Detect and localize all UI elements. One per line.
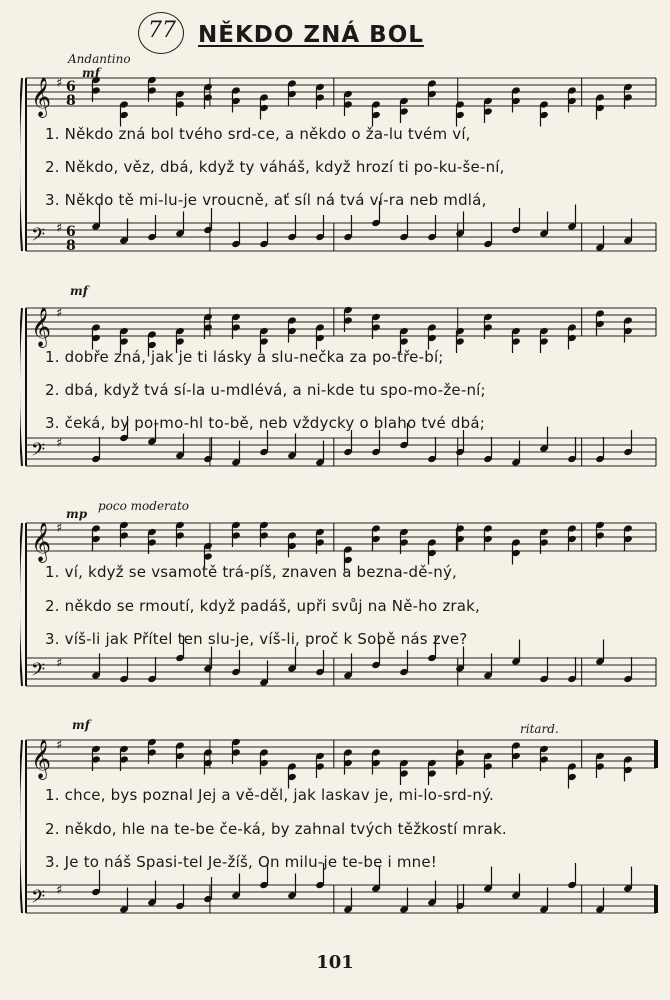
hymn-title: NĚKDO ZNÁ BOL bbox=[198, 22, 424, 48]
music-system-2 bbox=[20, 284, 662, 490]
system-brace bbox=[20, 78, 22, 251]
sharp-icon: ♯ bbox=[56, 221, 63, 237]
time-signature: 6 bbox=[66, 224, 76, 240]
verse-1-lyrics: 1. dobře zná, jak je ti lásky a slu-nečka za po-tře-bí; bbox=[45, 348, 444, 366]
tempo-marking: Andantino bbox=[68, 52, 131, 66]
bass-clef-icon: 𝄢 bbox=[31, 660, 46, 685]
treble-clef-icon: 𝄞 bbox=[31, 522, 52, 563]
hymn-header bbox=[0, 0, 670, 60]
dynamic-marking: mf bbox=[70, 284, 88, 298]
dynamic-marking: mf bbox=[82, 66, 100, 80]
treble-clef-icon: 𝄞 bbox=[31, 77, 52, 118]
verse-2-lyrics: 2. Někdo, věz, dbá, když ty váháš, když hrozí ti po-ku-še-ní, bbox=[45, 158, 505, 176]
verse-2-lyrics: 2. dbá, když tvá sí-la u-mdlévá, a ni-kde tu spo-mo-že-ní; bbox=[45, 381, 486, 399]
dynamic-marking: mf bbox=[72, 718, 90, 732]
system-brace bbox=[20, 740, 22, 913]
sharp-icon: ♯ bbox=[56, 436, 63, 452]
verse-3-lyrics: 3. čeká, by po-mo-hl to-bě, neb vždycky o blaho tvé dbá; bbox=[45, 414, 485, 432]
verse-2-lyrics: 2. někdo, hle na te-be če-ká, by zahnal tvých těžkostí mrak. bbox=[45, 820, 507, 838]
treble-clef-icon: 𝄞 bbox=[31, 739, 52, 780]
page-number: 101 bbox=[316, 952, 354, 973]
time-signature: 8 bbox=[66, 93, 76, 109]
sharp-icon: ♯ bbox=[56, 521, 63, 537]
bass-clef-icon: 𝄢 bbox=[31, 225, 46, 250]
bass-clef-icon: 𝄢 bbox=[31, 887, 46, 912]
verse-3-lyrics: 3. Někdo tě mi-lu-je vroucně, ať síl ná tvá ví-ra neb mdlá, bbox=[45, 191, 487, 209]
verse-1-lyrics: 1. ví, když se vsamotě trá-píš, znaven a bezna-dě-ný, bbox=[45, 563, 458, 581]
hymn-number: 77 bbox=[148, 18, 176, 43]
music-system-3 bbox=[20, 499, 662, 710]
dynamic-marking: mp bbox=[66, 507, 88, 521]
verse-1-lyrics: 1. chce, bys poznal Jej a vě-děl, jak laskav je, mi-lo-srd-ný. bbox=[45, 786, 495, 804]
music-system-4 bbox=[20, 718, 662, 937]
sharp-icon: ♯ bbox=[56, 306, 63, 322]
ritardando-marking: ritard. bbox=[520, 722, 559, 736]
sharp-icon: ♯ bbox=[56, 738, 63, 754]
system-brace bbox=[20, 523, 22, 686]
verse-1-lyrics: 1. Někdo zná bol tvého srd-ce, a někdo o ža-lu tvém ví, bbox=[45, 125, 471, 143]
bass-clef-icon: 𝄢 bbox=[31, 440, 46, 465]
treble-clef-icon: 𝄞 bbox=[31, 307, 52, 348]
sharp-icon: ♯ bbox=[56, 883, 63, 899]
verse-3-lyrics: 3. Je to náš Spasi-tel Je-žíš, On milu-je te-be i mne! bbox=[45, 853, 437, 871]
sharp-icon: ♯ bbox=[56, 656, 63, 672]
tempo-marking: poco moderato bbox=[98, 499, 189, 513]
verse-2-lyrics: 2. někdo se rmoutí, když padáš, upři svůj na Ně-ho zrak, bbox=[45, 597, 481, 615]
system-brace bbox=[20, 308, 22, 466]
time-signature: 8 bbox=[66, 238, 76, 254]
time-signature: 6 bbox=[66, 79, 76, 95]
sharp-icon: ♯ bbox=[56, 76, 63, 92]
music-system-1 bbox=[20, 52, 662, 275]
verse-3-lyrics: 3. víš-li jak Přítel ten slu-je, víš-li, proč k Sobě nás zve? bbox=[45, 630, 468, 648]
